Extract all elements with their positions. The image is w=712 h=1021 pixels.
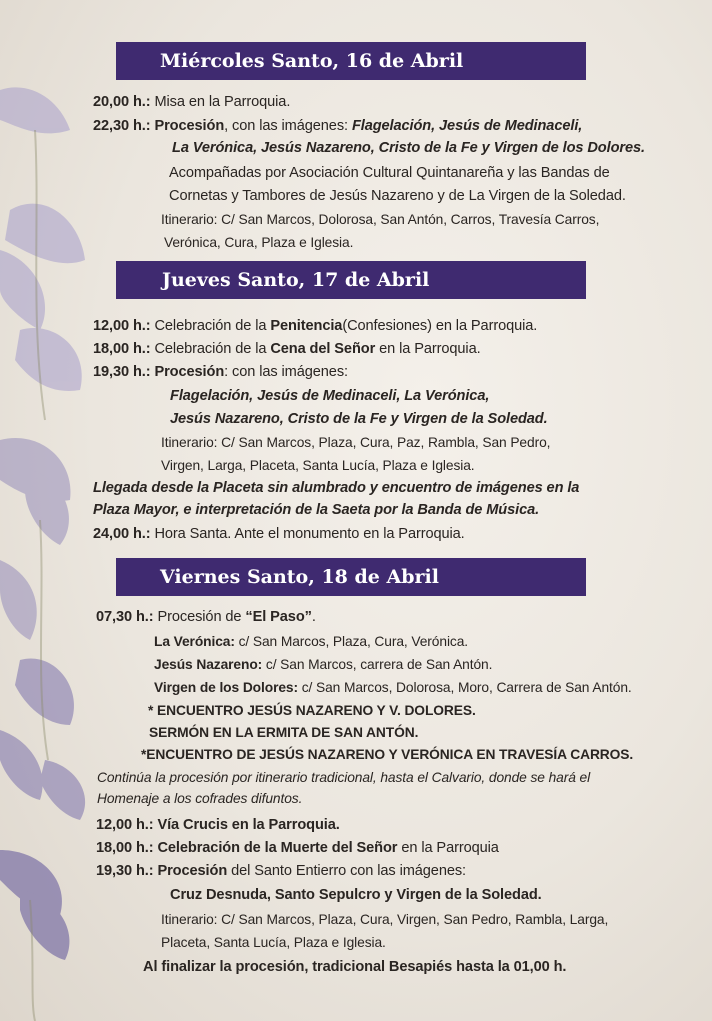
schedule-line: 24,00 h.: Hora Santa. Ante el monumento en la Parroquia. (93, 526, 465, 542)
note-text: Homenaje a los cofrades difuntos. (97, 791, 303, 806)
itinerary-text: Itinerario: C/ San Marcos, Plaza, Cura, Paz, Rambla, San Pedro, (161, 435, 551, 450)
note-text: Plaza Mayor, e interpretación de la Saeta por la Banda de Música. (93, 502, 540, 518)
images-list: Flagelación, Jesús de Medinaceli, La Verónica, (170, 388, 490, 404)
route-line: Jesús Nazareno: c/ San Marcos, carrera de San Antón. (154, 657, 493, 672)
schedule-line: 18,00 h.: Celebración de la Muerte del Señor en la Parroquia (96, 840, 499, 856)
itinerary-text: Itinerario: C/ San Marcos, Plaza, Cura, Virgen, San Pedro, Rambla, Larga, (161, 912, 609, 927)
schedule-line: 22,30 h.: Procesión, con las imágenes: Flagelación, Jesús de Medinaceli, (93, 118, 583, 134)
closing-text: Al finalizar la procesión, tradicional Besapiés hasta la 01,00 h. (143, 959, 567, 975)
itinerary-text: Verónica, Cura, Plaza e Iglesia. (164, 235, 354, 250)
itinerary-text: Placeta, Santa Lucía, Plaza e Iglesia. (161, 935, 386, 950)
note-text: Llegada desde la Placeta sin alumbrado y encuentro de imágenes en la (93, 480, 580, 496)
itinerary-text: Virgen, Larga, Placeta, Santa Lucía, Plaza e Iglesia. (161, 458, 475, 473)
itinerary-text: Itinerario: C/ San Marcos, Dolorosa, San Antón, Carros, Travesía Carros, (161, 212, 600, 227)
images-list: La Verónica, Jesús Nazareno, Cristo de la Fe y Virgen de los Dolores. (172, 140, 645, 156)
note-text: Continúa la procesión por itinerario tradicional, hasta el Calvario, donde se hará el (97, 770, 591, 785)
section-header-thursday: Jueves Santo, 17 de Abril (116, 261, 586, 299)
route-line: La Verónica: c/ San Marcos, Plaza, Cura, Verónica. (154, 634, 469, 649)
schedule-line: 12,00 h.: Vía Crucis en la Parroquia. (96, 817, 340, 833)
schedule-line: 19,30 h.: Procesión: con las imágenes: (93, 364, 348, 380)
schedule-line: 20,00 h.: Misa en la Parroquia. (93, 94, 291, 110)
schedule-line: 18,00 h.: Celebración de la Cena del Señor en la Parroquia. (93, 341, 481, 357)
schedule-line: 12,00 h.: Celebración de la Penitencia(Confesiones) en la Parroquia. (93, 318, 538, 334)
encounter-text: * ENCUENTRO JESÚS NAZARENO Y V. DOLORES. (148, 703, 476, 718)
route-line: Virgen de los Dolores: c/ San Marcos, Dolorosa, Moro, Carrera de San Antón. (154, 680, 632, 695)
accompaniment-text: Cornetas y Tambores de Jesús Nazareno y de La Virgen de la Soledad. (169, 188, 626, 204)
schedule-line: 19,30 h.: Procesión del Santo Entierro con las imágenes: (96, 863, 466, 879)
section-header-friday: Viernes Santo, 18 de Abril (116, 558, 586, 596)
accompaniment-text: Acompañadas por Asociación Cultural Quintanareña y las Bandas de (169, 165, 610, 181)
images-list: Cruz Desnuda, Santo Sepulcro y Virgen de la Soledad. (170, 887, 542, 903)
images-list: Jesús Nazareno, Cristo de la Fe y Virgen de la Soledad. (170, 411, 548, 427)
encounter-text: *ENCUENTRO DE JESÚS NAZARENO Y VERÓNICA EN TRAVESÍA CARROS. (141, 747, 634, 762)
sermon-text: SERMÓN EN LA ERMITA DE SAN ANTÓN. (149, 725, 419, 740)
schedule-line: 07,30 h.: Procesión de “El Paso”. (96, 609, 316, 625)
section-header-wednesday: Miércoles Santo, 16 de Abril (116, 42, 586, 80)
